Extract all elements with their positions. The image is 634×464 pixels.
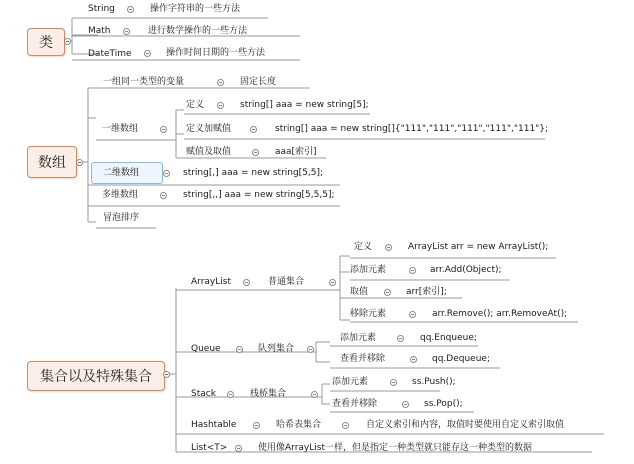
one-dim-child-name[interactable]: 赋值及取值 — [186, 147, 232, 157]
multi-dim-array-node[interactable]: 多维数组 — [102, 190, 139, 200]
one-dim-child-name[interactable]: 定义加赋值 — [186, 124, 232, 134]
collapse-toggle-icon[interactable] — [311, 391, 318, 398]
stack-child-desc[interactable]: ss.Pop(); — [424, 399, 463, 409]
class-item-desc[interactable]: 操作时间日期的一些方法 — [166, 48, 266, 58]
root-node-collections[interactable] — [27, 361, 165, 391]
queue-child-desc[interactable]: qq.Enqueue; — [420, 333, 477, 343]
root-node-class-label: 类 — [39, 35, 53, 51]
list-generic-desc[interactable]: 使用像ArrayList一样，但是指定一种类型就只能存这一种类型的数据 — [258, 443, 532, 453]
root-node-class[interactable] — [27, 28, 65, 56]
multi-dim-array-desc[interactable]: string[,,] aaa = new string[5,5,5]; — [183, 190, 335, 200]
arraylist-child-desc[interactable]: arr.Remove(); arr.RemoveAt(); — [432, 309, 568, 319]
collapse-toggle-icon[interactable] — [384, 289, 391, 296]
class-item-desc[interactable]: 进行数学操作的一些方法 — [148, 26, 248, 36]
class-item-name[interactable]: Math — [88, 26, 111, 36]
array-intro-desc[interactable]: 固定长度 — [240, 77, 277, 87]
collapse-toggle-icon[interactable] — [329, 279, 336, 286]
queue-kind[interactable]: 队列集合 — [258, 344, 295, 354]
collapse-toggle-icon[interactable] — [64, 38, 71, 45]
root-node-collections-label: 集合以及特殊集合 — [40, 369, 152, 385]
collapse-toggle-icon[interactable] — [76, 159, 83, 166]
one-dim-child-desc[interactable]: string[] aaa = new string[]{"111","111","111","111","111"}; — [275, 124, 549, 134]
collapse-toggle-icon[interactable] — [163, 371, 170, 378]
collapse-toggle-icon[interactable] — [307, 346, 314, 353]
collapse-toggle-icon[interactable] — [250, 126, 257, 133]
collapse-toggle-icon[interactable] — [160, 192, 167, 199]
class-item-name[interactable]: String — [88, 4, 115, 14]
collapse-toggle-icon[interactable] — [252, 149, 259, 156]
root-node-array[interactable] — [27, 146, 77, 178]
collapse-toggle-icon[interactable] — [144, 50, 151, 57]
arraylist-child-name[interactable]: 取值 — [350, 287, 369, 297]
arraylist-child-name[interactable]: 移除元素 — [350, 309, 387, 319]
queue-child-desc[interactable]: qq.Dequeue; — [432, 354, 490, 364]
hashtable-kind[interactable]: 哈希表集合 — [276, 420, 322, 430]
arraylist-child-name[interactable]: 添加元素 — [350, 265, 387, 275]
queue-child-name[interactable]: 添加元素 — [340, 333, 377, 343]
collapse-toggle-icon[interactable] — [163, 170, 170, 177]
stack-child-name[interactable]: 查看并移除 — [332, 399, 378, 409]
arraylist-kind[interactable]: 普通集合 — [268, 277, 305, 287]
collapse-toggle-icon[interactable] — [160, 126, 167, 133]
class-item-name[interactable]: DateTime — [88, 49, 132, 59]
collapse-toggle-icon[interactable] — [390, 379, 397, 386]
stack-kind[interactable]: 栈桥集合 — [250, 389, 287, 399]
collapse-toggle-icon[interactable] — [243, 279, 250, 286]
stack-child-desc[interactable]: ss.Push(); — [412, 377, 456, 387]
stack-node[interactable]: Stack — [191, 389, 216, 399]
collapse-toggle-icon[interactable] — [409, 267, 416, 274]
list-generic-node[interactable]: List<T> — [191, 443, 228, 453]
two-dim-array-node[interactable]: 二维数组 — [103, 168, 140, 178]
collapse-toggle-icon[interactable] — [235, 445, 242, 452]
arraylist-child-desc[interactable]: arr.Add(Object); — [430, 265, 502, 275]
stack-child-name[interactable]: 添加元素 — [332, 377, 369, 387]
collapse-toggle-icon[interactable] — [342, 422, 349, 429]
array-intro-name[interactable]: 一组同一类型的变量 — [103, 77, 185, 87]
one-dim-child-desc[interactable]: aaa[索引] — [275, 147, 317, 157]
collapse-toggle-icon[interactable] — [402, 401, 409, 408]
collapse-toggle-icon[interactable] — [217, 79, 224, 86]
class-item-desc[interactable]: 操作字符串的一些方法 — [150, 4, 241, 14]
two-dim-array-desc[interactable]: string[,] aaa = new string[5,5]; — [183, 168, 324, 178]
collapse-toggle-icon[interactable] — [217, 102, 224, 109]
collapse-toggle-icon[interactable] — [227, 391, 234, 398]
collapse-toggle-icon[interactable] — [236, 346, 243, 353]
bubble-sort-node[interactable]: 冒泡排序 — [103, 213, 140, 223]
collapse-toggle-icon[interactable] — [397, 335, 404, 342]
hashtable-desc[interactable]: 自定义索引和内容，取值时要使用自定义索引取值 — [366, 420, 565, 430]
arraylist-child-name[interactable]: 定义 — [354, 242, 373, 252]
one-dim-child-name[interactable]: 定义 — [186, 100, 205, 110]
collapse-toggle-icon[interactable] — [385, 244, 392, 251]
queue-node[interactable]: Queue — [191, 344, 221, 354]
arraylist-child-desc[interactable]: ArrayList arr = new ArrayList(); — [408, 242, 549, 252]
one-dim-child-desc[interactable]: string[] aaa = new string[5]; — [240, 100, 369, 110]
collapse-toggle-icon[interactable] — [123, 28, 130, 35]
one-dim-array-node[interactable]: 一维数组 — [102, 124, 139, 134]
arraylist-child-desc[interactable]: arr[索引]; — [406, 287, 447, 297]
collapse-toggle-icon[interactable] — [253, 422, 260, 429]
collapse-toggle-icon[interactable] — [127, 6, 134, 13]
arraylist-node[interactable]: ArrayList — [191, 277, 231, 287]
collapse-toggle-icon[interactable] — [410, 356, 417, 363]
hashtable-node[interactable]: Hashtable — [191, 420, 237, 430]
collapse-toggle-icon[interactable] — [409, 311, 416, 318]
queue-child-name[interactable]: 查看并移除 — [340, 354, 386, 364]
root-node-array-label: 数组 — [38, 155, 66, 171]
